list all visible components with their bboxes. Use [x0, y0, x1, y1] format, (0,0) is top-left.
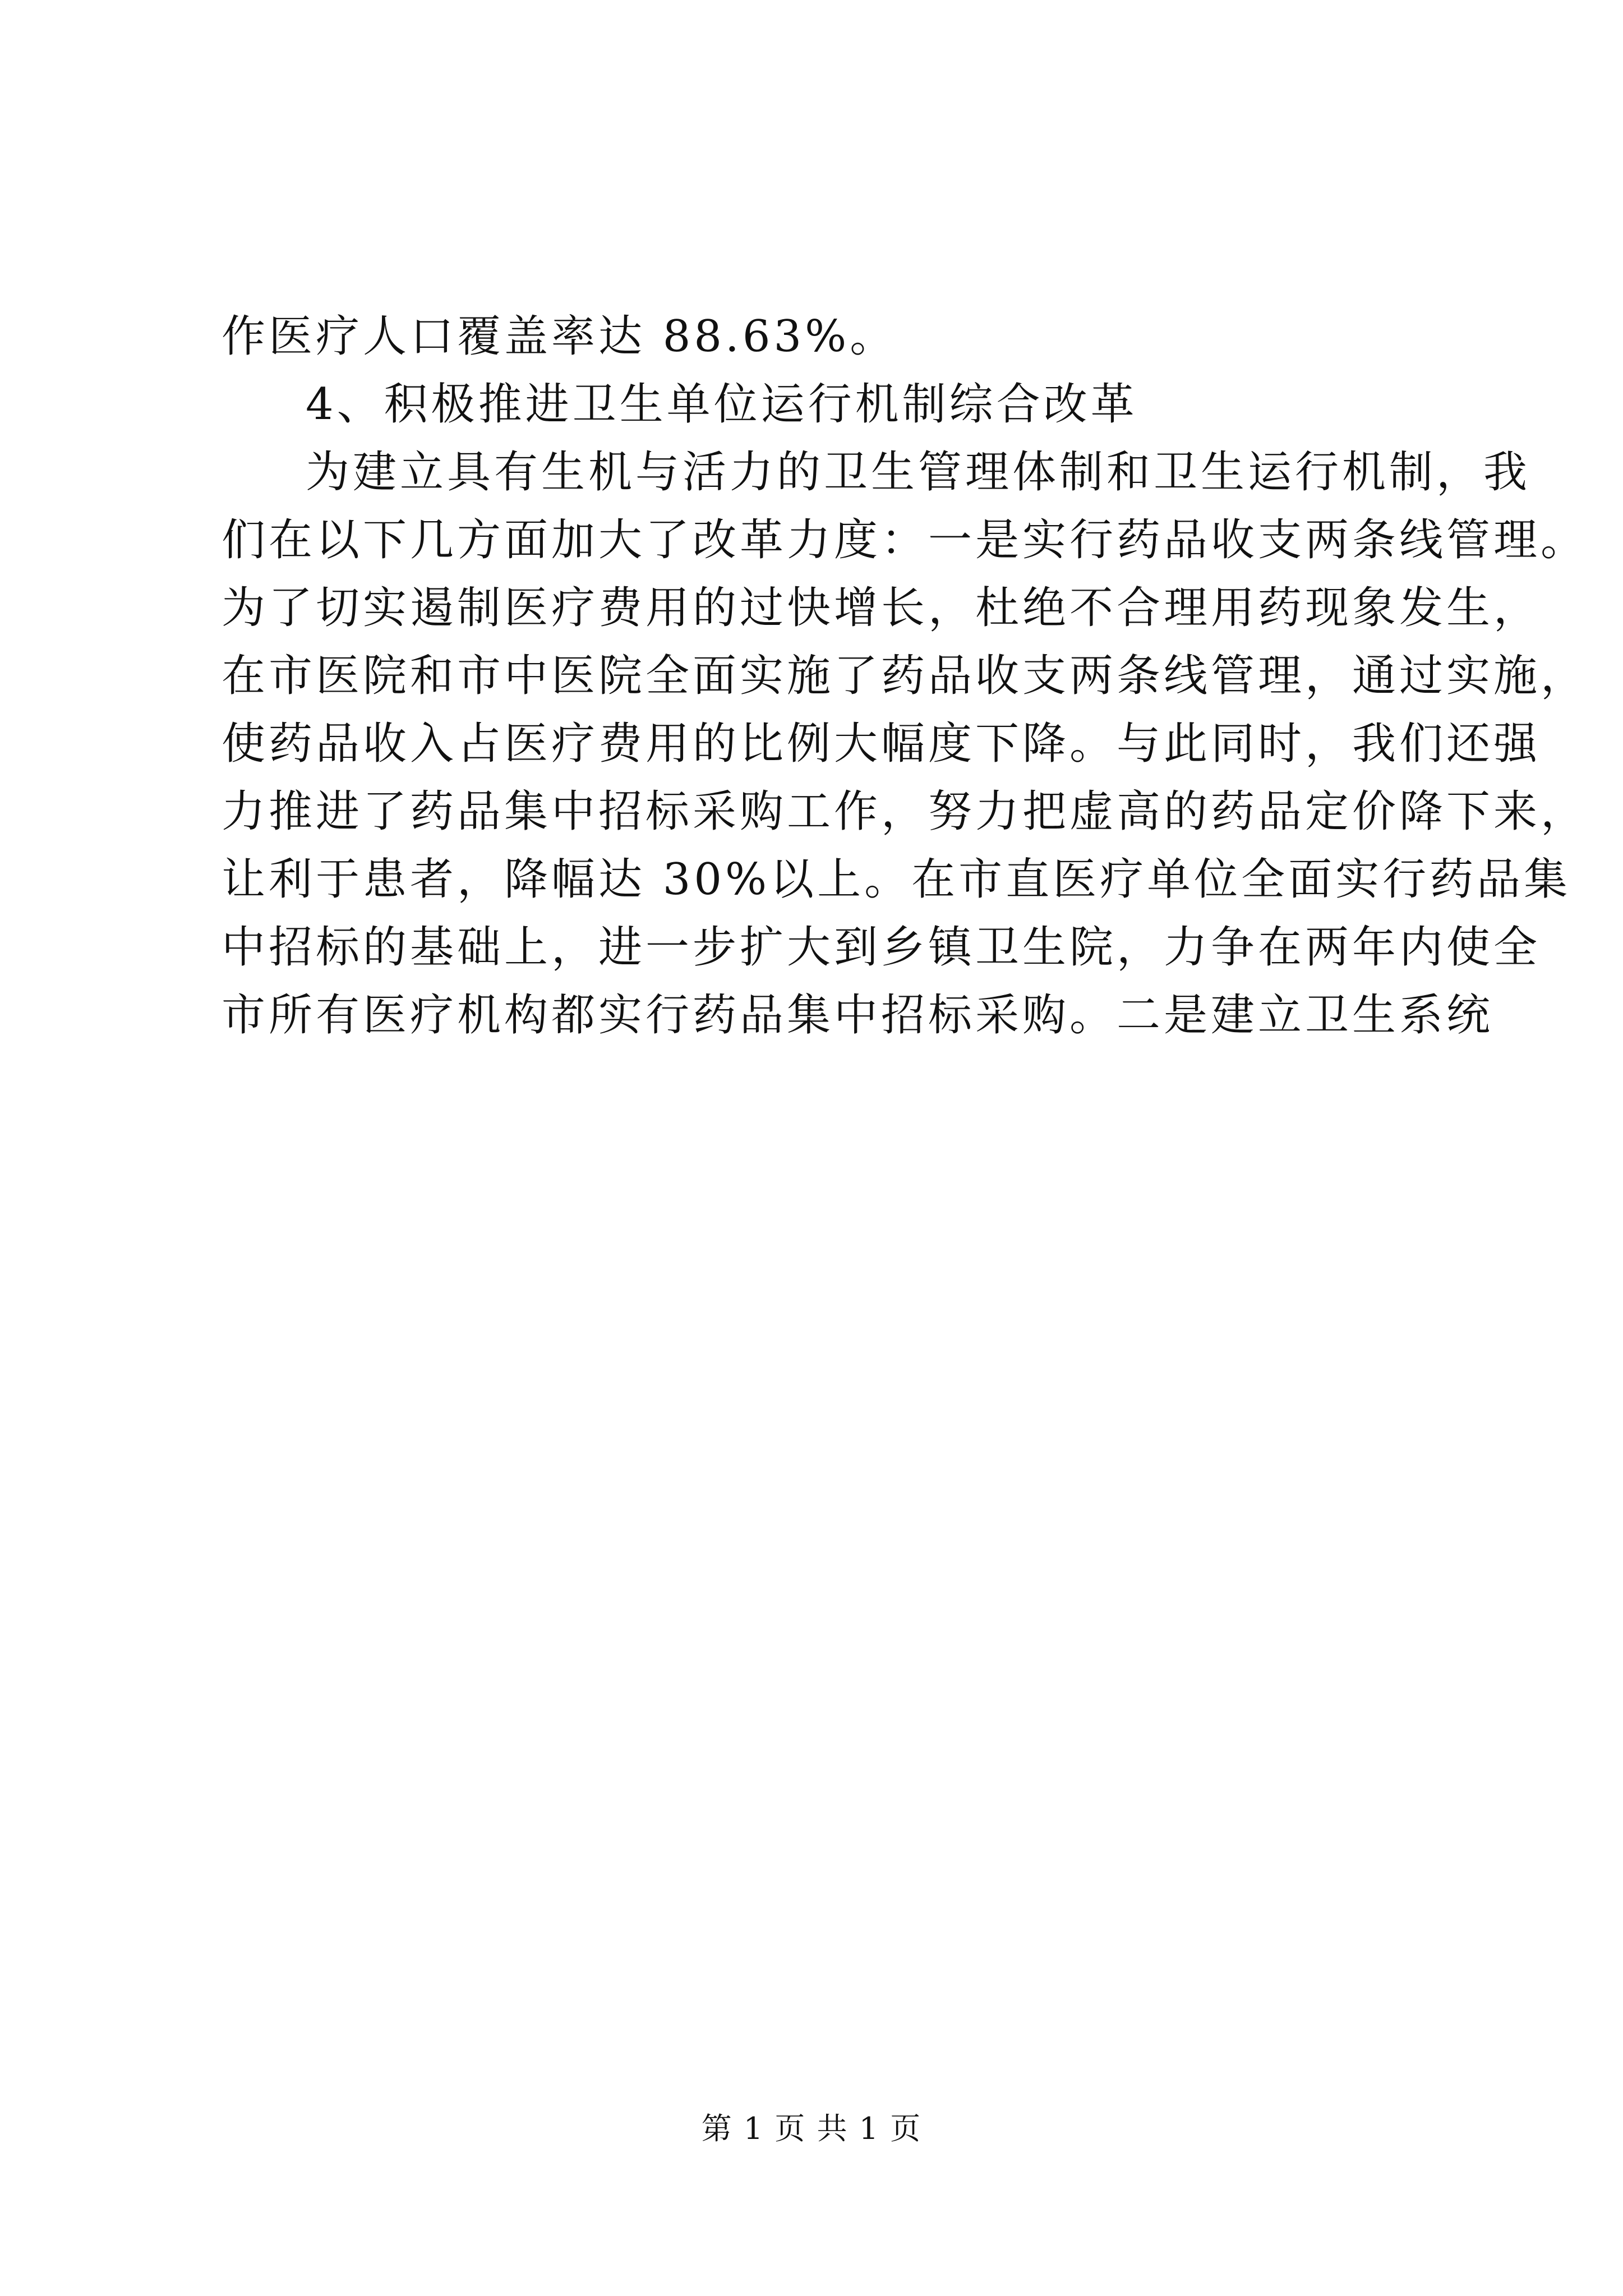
text-line: 力推进了药品集中招标采购工作，努力把虚高的药品定价降下来，: [222, 786, 1588, 837]
text-line: 市所有医疗机构都实行药品集中招标采购。二是建立卫生系统: [222, 990, 1494, 1041]
text-line: 在市医院和市中医院全面实施了药品收支两条线管理，通过实施，: [222, 651, 1588, 701]
body-text: [222, 303, 1588, 1050]
page-number-footer: 第 1 页 共 1 页: [701, 2111, 922, 2146]
text-line: 为了切实遏制医疗费用的过快增长，杜绝不合理用药现象发生，: [222, 583, 1541, 633]
section-heading: 4、积极推进卫生单位运行机制综合改革: [306, 379, 1138, 430]
text-line: 让利于患者，降幅达 30%以上。在市直医疗单位全面实行药品集: [222, 854, 1571, 905]
text-line: 们在以下几方面加大了改革力度：一是实行药品收支两条线管理。: [222, 515, 1588, 565]
text-line: 作医疗人口覆盖率达 88.63%。: [222, 311, 897, 362]
text-line: 使药品收入占医疗费用的比例大幅度下降。与此同时，我们还强: [222, 719, 1541, 769]
text-line: 中招标的基础上，进一步扩大到乡镇卫生院，力争在两年内使全: [222, 922, 1541, 973]
text-line: 为建立具有生机与活力的卫生管理体制和卫生运行机制，我: [306, 447, 1531, 498]
